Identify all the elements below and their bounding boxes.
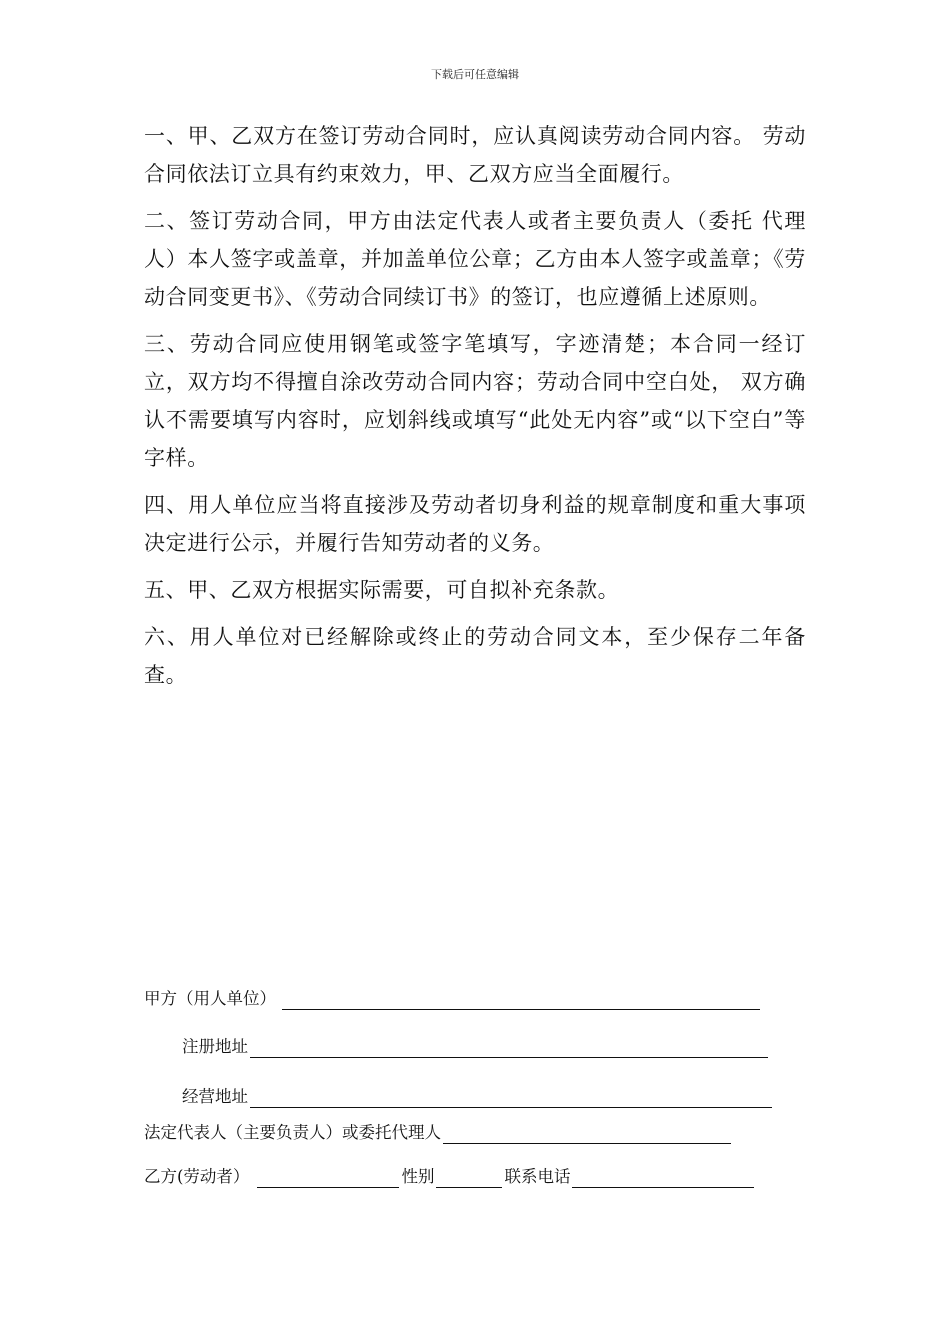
registered-address-field[interactable] [250,1037,768,1058]
legal-rep-row [144,1120,731,1144]
registered-address-row [182,1034,768,1058]
party-a-row [144,986,760,1010]
gender-label: 性别 [401,1167,435,1186]
legal-rep-label: 法定代表人（主要负责人）或委托代理人 [144,1123,441,1142]
clause-5: 五、甲、乙双方根据实际需要，可自拟补充条款。 [144,578,620,602]
party-a-label: 甲方（用人单位） [144,989,276,1008]
registered-address-label: 注册地址 [182,1037,248,1056]
phone-label: 联系电话 [504,1167,571,1186]
clause-6: 六、用人单位对已经解除或终止的劳动合同文本，至少保存二年备查。 [144,625,806,687]
party-b-row [144,1164,754,1188]
header-note: 下载后可任意编辑 [431,68,519,81]
clause-4: 四、用人单位应当将直接涉及劳动者切身利益的规章制度和重大事项决定进行公示，并履行告知劳动者的义务。 [144,493,806,555]
clause-3: 三、劳动合同应使用钢笔或签字笔填写，字迹清楚；本合同一经订立，双方均不得擅自涂改劳动合同内容；劳动合同中空白处， 双方确认不需要填写内容时，应划斜线或填写“此处无内容”或“以下空白”等字样。 [144,332,806,470]
business-address-row [182,1084,772,1108]
gender-field[interactable] [436,1167,502,1188]
party-a-field[interactable] [282,989,760,1010]
clause-1: 一、甲、乙双方在签订劳动合同时，应认真阅读劳动合同内容。 劳动合同依法订立具有约束效力，甲、乙双方应当全面履行。 [144,124,806,186]
business-address-field[interactable] [250,1087,772,1108]
legal-rep-field[interactable] [443,1123,731,1144]
party-b-label: 乙方(劳动者） [144,1167,250,1186]
party-b-field[interactable] [257,1167,399,1188]
business-address-label: 经营地址 [182,1087,248,1106]
clause-2: 二、签订劳动合同，甲方由法定代表人或者主要负责人（委托 代理人）本人签字或盖章，并加盖单位公章；乙方由本人签字或盖章；《劳动合同变更书》、《劳动合同续订书》的签订，也应遵循上述原则。 [144,209,806,309]
phone-field[interactable] [572,1167,754,1188]
clause-list [144,117,806,703]
